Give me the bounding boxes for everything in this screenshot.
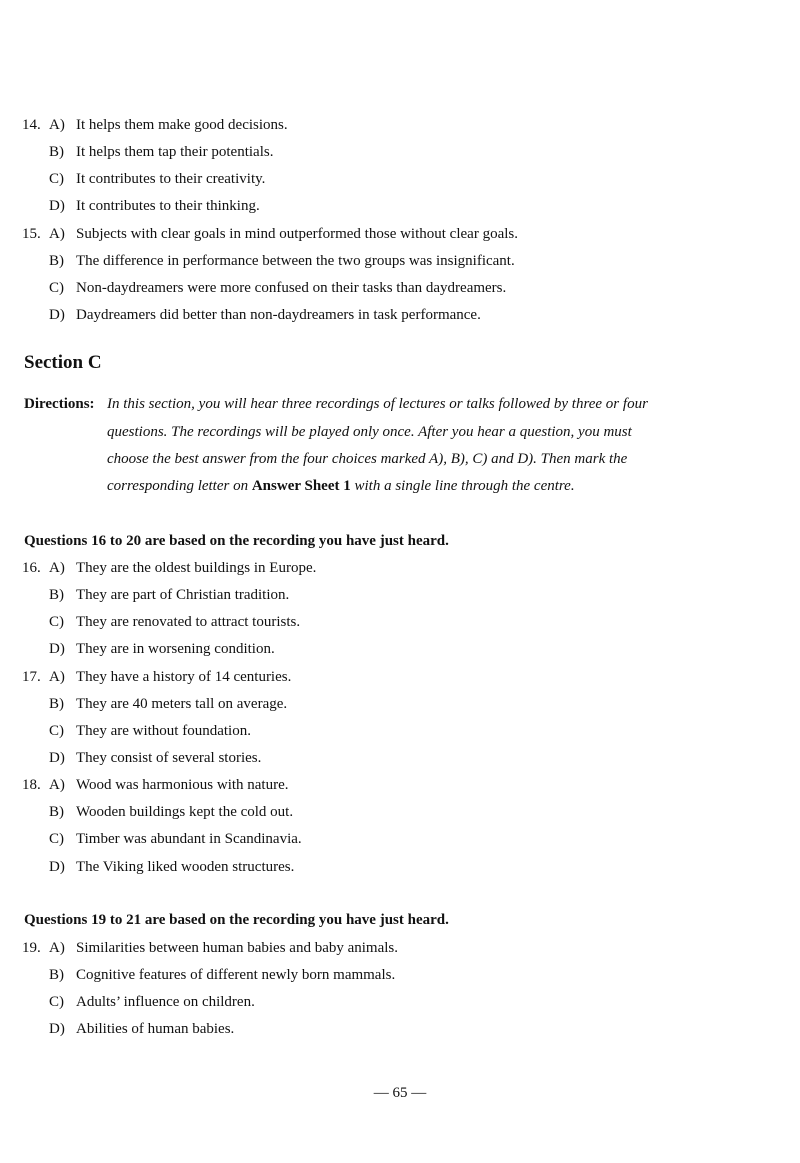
option-text: The difference in performance between the two groups was insignificant. <box>76 253 515 269</box>
option-text: They consist of several stories. <box>76 750 262 766</box>
option-text: They are without foundation. <box>76 723 251 739</box>
page-number: — 65 — <box>373 1085 427 1101</box>
option-letter: B) <box>49 587 64 603</box>
option-text: They are 40 meters tall on average. <box>76 696 288 712</box>
option-letter: D) <box>49 198 65 214</box>
option-letter: D) <box>49 859 65 875</box>
option-letter: C) <box>49 994 64 1010</box>
option-text: It helps them tap their potentials. <box>76 144 274 160</box>
option-letter: C) <box>49 280 64 296</box>
option-letter: C) <box>49 614 64 630</box>
answer-sheet-ref: Answer Sheet 1 <box>251 478 351 494</box>
question-group-header: Questions 19 to 21 are based on the recording you have just heard. <box>24 912 449 928</box>
option-letter: D) <box>49 307 65 323</box>
option-letter: B) <box>49 696 64 712</box>
option-letter: D) <box>49 641 65 657</box>
question-group-header: Questions 16 to 20 are based on the recording you have just heard. <box>24 533 449 549</box>
option-text: Daydreamers did better than non-daydreamers in task performance. <box>76 307 481 323</box>
option-text: Adults’ influence on children. <box>76 994 255 1010</box>
option-letter: D) <box>49 750 65 766</box>
option-text: It contributes to their creativity. <box>76 171 266 187</box>
directions-line: choose the best answer from the four choices marked A), B), C) and D). Then mark the <box>107 451 628 467</box>
directions-line: questions. The recordings will be played only once. After you hear a question, you must <box>107 424 632 440</box>
directions-line <box>107 478 575 495</box>
question-number: 18. <box>22 777 41 793</box>
option-text: Timber was abundant in Scandinavia. <box>76 831 302 847</box>
option-letter: A) <box>49 777 65 793</box>
directions-label: Directions: <box>24 396 95 412</box>
option-letter: A) <box>49 226 65 242</box>
option-text: They have a history of 14 centuries. <box>76 669 292 685</box>
question-number: 15. <box>22 226 41 242</box>
section-title: Section C <box>24 352 102 373</box>
directions-line: In this section, you will hear three recordings of lectures or talks followed by three or four <box>107 396 648 412</box>
question-number: 16. <box>22 560 41 576</box>
option-letter: C) <box>49 831 64 847</box>
option-text: It helps them make good decisions. <box>76 117 288 133</box>
question-number: 17. <box>22 669 41 685</box>
option-text: Similarities between human babies and baby animals. <box>76 940 399 956</box>
option-letter: B) <box>49 144 64 160</box>
option-letter: A) <box>49 940 65 956</box>
option-letter: A) <box>49 669 65 685</box>
option-letter: A) <box>49 117 65 133</box>
directions-text: with a single line through the centre. <box>350 478 575 494</box>
option-letter: D) <box>49 1021 65 1037</box>
option-text: Cognitive features of different newly born mammals. <box>76 967 396 983</box>
option-text: Abilities of human babies. <box>76 1021 235 1037</box>
option-letter: C) <box>49 171 64 187</box>
option-letter: B) <box>49 804 64 820</box>
option-text: Wood was harmonious with nature. <box>76 777 289 793</box>
option-text: Wooden buildings kept the cold out. <box>76 804 294 820</box>
option-text: They are renovated to attract tourists. <box>76 614 301 630</box>
option-letter: C) <box>49 723 64 739</box>
option-text: It contributes to their thinking. <box>76 198 260 214</box>
directions-text: corresponding letter on <box>107 478 252 494</box>
option-text: The Viking liked wooden structures. <box>76 859 295 875</box>
option-text: They are in worsening condition. <box>76 641 275 657</box>
question-number: 14. <box>22 117 41 133</box>
option-letter: B) <box>49 253 64 269</box>
option-text: They are part of Christian tradition. <box>76 587 290 603</box>
option-text: Non-daydreamers were more confused on their tasks than daydreamers. <box>76 280 507 296</box>
option-letter: A) <box>49 560 65 576</box>
question-number: 19. <box>22 940 41 956</box>
option-text: They are the oldest buildings in Europe. <box>76 560 317 576</box>
option-text: Subjects with clear goals in mind outperformed those without clear goals. <box>76 226 518 242</box>
option-letter: B) <box>49 967 64 983</box>
